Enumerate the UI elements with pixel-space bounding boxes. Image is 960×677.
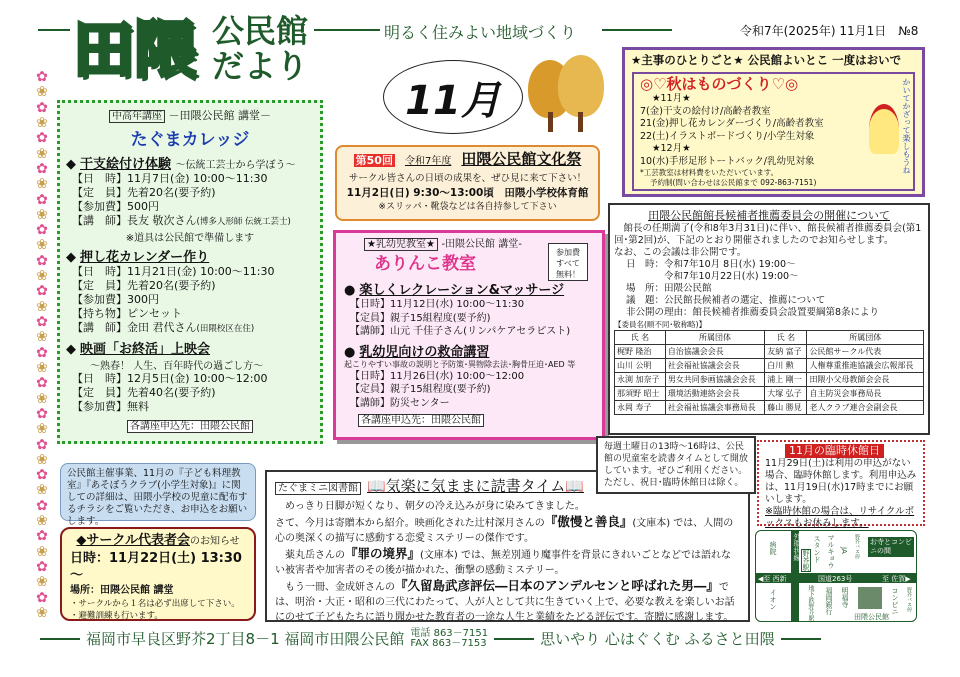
item-row: 【講師】山元 千佳子さん(リンパケアセラピスト) bbox=[350, 326, 571, 337]
library-text: もう一冊、金成妍さんの bbox=[285, 582, 395, 593]
footer-rule bbox=[40, 638, 80, 640]
member-name: 藤山 勝見 bbox=[765, 401, 807, 415]
map-label: 田隈公民館 bbox=[854, 613, 889, 621]
committee-notice bbox=[608, 203, 930, 435]
item-subtitle: ～熟春！ 人生、百年時代の過ごし方～ bbox=[90, 361, 264, 372]
library-text: さて、今月は寄贈本から紹介。映画化された辻村深月さんの bbox=[275, 518, 545, 529]
member-name: 白川 勲 bbox=[765, 359, 807, 373]
item-row: 【日 時】12月5日(金) 10:00～12:00 bbox=[72, 372, 268, 385]
member-org: 人権尊重推進協議会広報部長 bbox=[807, 359, 924, 373]
item-row: 【定員】親子15組程度(要予約) bbox=[350, 312, 491, 324]
circle-place: 場所：田隈公民館 講堂 bbox=[70, 585, 174, 596]
circle-date: 日時：11月22日(土) 13:30～ bbox=[70, 551, 242, 583]
col-header: 所属団体 bbox=[807, 331, 924, 345]
library-text: (文庫本) では、無差別通り魔事件を背景にきれいごとなどでは語れない被害者や加害者のその後が描かれた、衝撃の感動ミステリー。 bbox=[275, 550, 731, 576]
staff-line: 7(金)干支の絵付け/高齢者教室 bbox=[640, 105, 771, 117]
col-header: 氏 名 bbox=[765, 331, 807, 345]
members-label: 【委員名(順不同･敬称略)】 bbox=[614, 320, 707, 329]
map-label: JA bbox=[840, 547, 848, 554]
map-label: マルキョウ bbox=[827, 534, 835, 569]
library-paragraph: めっきり日脚が短くなり、朝夕の冷え込みが身に染みてきました。 bbox=[285, 501, 585, 512]
festival-tag: 第50回 bbox=[355, 154, 393, 167]
logo-sub bbox=[212, 14, 308, 84]
map-label: イオン bbox=[769, 589, 777, 610]
free-text: 参加費 bbox=[556, 248, 580, 257]
footer-fax: FAX 863－7153 bbox=[410, 637, 487, 649]
staff-note: 予約制(問い合わせは公民館まで 092-863-7151) bbox=[650, 178, 817, 187]
book-title: 『久留島武彦評伝―日本のアンデルセンと呼ばれた男―』 bbox=[395, 578, 719, 593]
staff-line: 22(土)イラストボードづくり/小学生対象 bbox=[640, 130, 815, 142]
apply-label: 各講座申込先：田隈公民館 bbox=[127, 420, 253, 433]
committee-body: 館長の任期満了(令和8年3月31日)に伴い、館長候補者推薦委員会(第1回･第2回)が、下記のとおり開催されましたのでお知らせします。 bbox=[614, 223, 922, 246]
item-row: 【日 時】11月21日(金) 10:00～11:30 bbox=[72, 265, 275, 278]
month-badge bbox=[383, 60, 523, 134]
holiday-note: ※臨時休館の場合は、リサイクルボックスもお休みします。 bbox=[765, 506, 915, 529]
festival-year: 令和7年度 bbox=[404, 156, 452, 167]
item-note: (博多人形師 伝統工芸士) bbox=[196, 217, 291, 227]
free-text: 無料！ bbox=[556, 270, 580, 279]
committee-detail: 令和7年10月22日(水) 19:00～ bbox=[626, 271, 799, 282]
member-org: 自治協議会会長 bbox=[665, 345, 764, 359]
festival-desc: サークル皆さんの日頃の成果を、ぜひ見に来て下さい！ bbox=[348, 173, 587, 184]
college-item-heading: ◆ 映画「お終活」上映会 bbox=[66, 342, 211, 357]
item-row: 【講 師】長友 敬次さん bbox=[72, 214, 197, 227]
footer-tel: 電話 863－7151 bbox=[410, 627, 489, 639]
map-label: 国道263号 bbox=[818, 575, 853, 583]
staff-column bbox=[622, 47, 925, 197]
map-label: ◀至 西新 bbox=[758, 575, 787, 583]
map-label: 至 佐賀▶ bbox=[882, 575, 911, 583]
footer-address: 福岡市早良区野芥2丁目8－1 福岡市田隈公民館 bbox=[86, 630, 405, 648]
map-label: スタンド bbox=[813, 535, 821, 563]
item-row: 【定 員】先着20名(要予約) bbox=[72, 186, 216, 199]
member-name: 大塚 弘子 bbox=[765, 387, 807, 401]
item-note: ※道具は公民館で準備します bbox=[125, 233, 255, 244]
item-title: 乳幼児向けの救命講習 bbox=[359, 344, 490, 360]
member-org: 田隈小父母教師会会長 bbox=[807, 373, 924, 387]
member-org: 社会福祉協議会会長 bbox=[665, 359, 764, 373]
library-text: では、明治・大正・昭和の三代にわたって、人が人として共に生きていく上で、必要な教えを楽しいお話にのせて子どもたちに語り聞かせた教育者の一途な人生と業績をたどる評伝です。寄贈に感謝します。 bbox=[275, 582, 735, 623]
member-org: 社会福祉協議会事務局長 bbox=[665, 401, 764, 415]
item-row: 【定員】親子15組程度(要予約) bbox=[350, 384, 491, 395]
map-label: 野芥バス停 bbox=[854, 534, 860, 559]
festival-note: ※スリッパ・靴袋などは各自持参して下さい bbox=[378, 202, 557, 212]
committee-detail: 日 時：令和7年10月 8日(水) 19:00～ bbox=[626, 259, 796, 270]
member-org: 公民館サークル代表 bbox=[807, 345, 924, 359]
issue-date: 令和7年(2025年) 11月1日 bbox=[740, 24, 887, 38]
col-header: 氏 名 bbox=[615, 331, 666, 345]
staff-line: ★11月★ bbox=[652, 93, 691, 104]
member-name: 那須野 昭士 bbox=[615, 387, 666, 401]
item-row: 【参加費】300円 bbox=[72, 293, 159, 306]
header-rule bbox=[602, 29, 672, 31]
member-name: 梶野 隆治 bbox=[615, 345, 666, 359]
map-label: 野芥バス停 bbox=[906, 587, 912, 612]
item-row: 【定 員】先着20名(要予約) bbox=[72, 279, 216, 292]
footer-rule bbox=[781, 638, 821, 640]
arinko-tag: ★乳幼児教室★ bbox=[364, 238, 438, 251]
member-org: 老人クラブ連合会副会長 bbox=[807, 401, 924, 415]
logo bbox=[72, 14, 206, 86]
circle-note: ・サークルから１名は必ず出席して下さい。 bbox=[70, 599, 240, 609]
circle-note: ・避難訓練も行います。 bbox=[70, 611, 163, 621]
footer-rule bbox=[494, 638, 534, 640]
header-rule bbox=[314, 29, 380, 31]
circle-meeting-notice bbox=[60, 527, 256, 621]
map-label: 福岡銀行 bbox=[825, 587, 833, 615]
holiday-body: 11月29日(土)は利用の申込がない場合、臨時休館します。利用申込みは、11月19日(水)17時までにお願いします。 bbox=[765, 458, 917, 505]
committee-body: なお、この会議は非公開です。 bbox=[614, 247, 747, 258]
holiday-notice bbox=[757, 440, 925, 529]
committee-detail: 非公開の理由：館長候補者推薦委員会設置要綱第8条により bbox=[626, 307, 880, 318]
college-tag: 中高年講座 bbox=[109, 110, 165, 123]
item-row: 【講師】防災センター bbox=[350, 397, 450, 409]
item-title: 干支絵付け体験 bbox=[80, 157, 172, 172]
footer-motto: 思いやり 心はぐくむ ふるさと田隈 bbox=[540, 630, 775, 648]
college-title: たぐまカレッジ bbox=[130, 130, 250, 150]
member-name: 友納 富子 bbox=[765, 345, 807, 359]
library-tag: たぐまミニ図書館 bbox=[275, 482, 361, 495]
issue-date-line bbox=[740, 22, 918, 39]
item-note: (田隈校区在住) bbox=[196, 324, 255, 334]
member-row bbox=[615, 401, 924, 415]
tagline: 明るく住みよい地域づくり bbox=[384, 23, 577, 42]
month-label: 11月 bbox=[405, 77, 501, 124]
member-row bbox=[615, 373, 924, 387]
footer-contact bbox=[410, 629, 488, 649]
staff-note: *工芸教室は材料費をいただいています。 bbox=[640, 168, 779, 177]
arinko-venue: -田隈公民館 講堂- bbox=[441, 239, 522, 250]
col-header: 所属団体 bbox=[665, 331, 764, 345]
staff-header: ★主事のひとりごと★ 公民館よいとこ 一度はおいで bbox=[631, 53, 902, 67]
member-org: 環境活動連絡会会長 bbox=[665, 387, 764, 401]
item-row: 【日 時】11月7日(金) 10:00～11:30 bbox=[72, 172, 268, 185]
item-subtitle: ～伝統工芸士から学ぼう～ bbox=[175, 160, 296, 171]
access-map bbox=[755, 530, 917, 622]
item-row: 【講 師】金田 君代さん bbox=[72, 321, 197, 334]
header-rule bbox=[38, 29, 70, 31]
free-text: すべて bbox=[556, 259, 580, 268]
college-item-heading: ◆ 干支絵付け体験 ～伝統工芸士から学ぼう～ bbox=[66, 157, 296, 172]
book-title: 『傲慢と善良』 bbox=[544, 514, 633, 529]
item-row: 【定 員】先着40名(要予約) bbox=[72, 386, 216, 399]
library-text: (文庫本) では、人間の心の奥深くの描写に感動する恋愛ミステリーの傑作です。 bbox=[275, 518, 734, 544]
tree-trunk bbox=[578, 112, 583, 132]
girl-speech: かいてかざって楽しもうね bbox=[902, 78, 911, 174]
item-title: 映画「お終活」上映会 bbox=[80, 342, 211, 357]
member-name: 永渕 加奈子 bbox=[615, 373, 666, 387]
staff-title: ◎♡秋はものづくり♡◎ bbox=[640, 75, 799, 93]
map-label: 地下鉄野芥駅 bbox=[807, 585, 814, 621]
festival-title: 田隈公民館文化祭 bbox=[461, 150, 582, 168]
map-label: コンビニ bbox=[891, 587, 899, 615]
reading-time-bubble: 毎週土曜日の13時～16時は、公民館の児童室を読書タイムとして開放しています。ぜひご利用ください。ただし、祝日･臨時休館日は除く。 bbox=[596, 436, 756, 494]
map-label: 野芥駅 bbox=[802, 550, 810, 571]
member-row bbox=[615, 345, 924, 359]
apply-label: 各講座申込先：田隈公民館 bbox=[358, 414, 484, 427]
circle-title-suffix: のお知らせ bbox=[189, 536, 240, 547]
member-name: 浦上 剛一 bbox=[765, 373, 807, 387]
library-text: 薬丸岳さんの bbox=[285, 550, 345, 561]
staff-line: 10(水)手形足形トートバック/乳幼児対象 bbox=[640, 155, 815, 167]
arinko-title: ありんこ教室 bbox=[374, 254, 476, 274]
member-name: 山川 公明 bbox=[615, 359, 666, 373]
arinko-item-heading: ● 乳幼児向けの救命講習 bbox=[344, 344, 490, 360]
item-row: 【日時】11月12日(水) 10:00～11:30 bbox=[350, 299, 525, 310]
item-title: 押し花カレンダー作り bbox=[80, 250, 210, 265]
committee-title: 田隈公民館館長候補者推薦委員会の開催について bbox=[648, 209, 890, 222]
item-desc: 起こりやすい事故の説明と予防策･異物除去法･胸骨圧迫･AED 等 bbox=[344, 359, 576, 369]
tree-trunk bbox=[548, 112, 553, 132]
item-title: 楽しくレクレーション&マッサージ bbox=[359, 283, 565, 298]
library-title: 📖気楽に気ままに読書タイム📖 bbox=[367, 477, 585, 495]
college-venue: －田隈公民館 講堂－ bbox=[168, 109, 271, 122]
map-label: 病院 bbox=[769, 541, 777, 555]
staff-line: 21(金)押し花カレンダーづくり/高齢者教室 bbox=[640, 118, 824, 129]
girl-illustration bbox=[869, 104, 899, 154]
kids-program-notice: 公民館主催事業、11月の『子ども料理教室』『あそぼうクラブ(小学生対象)』に関しての詳細は、田隈小学校の児童に配布するチラシをご覧いただき、お申込をお願いします。 bbox=[60, 463, 256, 521]
member-org: 男女共同参画協議会会長 bbox=[665, 373, 764, 387]
free-badge bbox=[548, 243, 588, 281]
festival-datetime: 11月2日(日) 9:30～13:00頃 田隈小学校体育館 bbox=[346, 187, 589, 199]
member-row bbox=[615, 359, 924, 373]
logo-sub1: 公民館 bbox=[212, 12, 309, 50]
autumn-tree-illustration bbox=[558, 55, 604, 117]
issue-number: №8 bbox=[898, 24, 919, 38]
logo-sub2: だより bbox=[212, 47, 309, 85]
item-row: 【参加費】無料 bbox=[72, 400, 149, 413]
circle-title: ◆サークル代表者会 bbox=[76, 533, 190, 548]
building-icon bbox=[858, 587, 882, 609]
logo-main: 田隈 bbox=[72, 13, 197, 86]
arinko-section bbox=[333, 230, 605, 440]
member-org: 自主防災会事務局長 bbox=[807, 387, 924, 401]
item-row: 【持ち物】ピンセット bbox=[72, 307, 182, 320]
holiday-title: 11月の臨時休館日 bbox=[785, 444, 884, 458]
book-title: 『罪の境界』 bbox=[345, 546, 421, 561]
staff-inner bbox=[632, 72, 915, 191]
arinko-item-heading: ● 楽しくレクレーション&マッサージ bbox=[344, 283, 565, 298]
staff-line: ★12月★ bbox=[652, 143, 691, 154]
map-callout: お寺とコンビニの間 bbox=[870, 538, 912, 555]
flower-border: ✿ ❀ ✿ ❀ ✿ ❀ ✿ ❀ ✿ ❀ ✿ ❀ ✿ ❀ ✿ ❀ ✿ ❀ ✿ ❀ ✿ ❀ ✿ ❀ ✿ ❀ ✿ ❀ ✿ ❀ ✿ ❀ ✿ ❀ ✿ ❀ bbox=[36, 69, 48, 621]
college-section bbox=[57, 100, 323, 444]
member-name: 永岡 寿子 bbox=[615, 401, 666, 415]
member-row bbox=[615, 387, 924, 401]
college-item-heading: ◆ 押し花カレンダー作り bbox=[66, 250, 210, 265]
members-table bbox=[614, 330, 924, 415]
committee-detail: 議 題：公民館長候補者の選定、推薦について bbox=[626, 295, 826, 306]
map-label: 外環状線 bbox=[793, 533, 801, 561]
item-row: 【参加費】500円 bbox=[72, 200, 159, 213]
map-label: 明福寺 bbox=[841, 587, 849, 608]
footer bbox=[40, 628, 920, 649]
committee-detail: 場 所：田隈公民館 bbox=[626, 283, 712, 294]
festival-section bbox=[335, 145, 600, 221]
item-row: 【日時】11月26日(水) 10:00～12:00 bbox=[350, 370, 525, 382]
